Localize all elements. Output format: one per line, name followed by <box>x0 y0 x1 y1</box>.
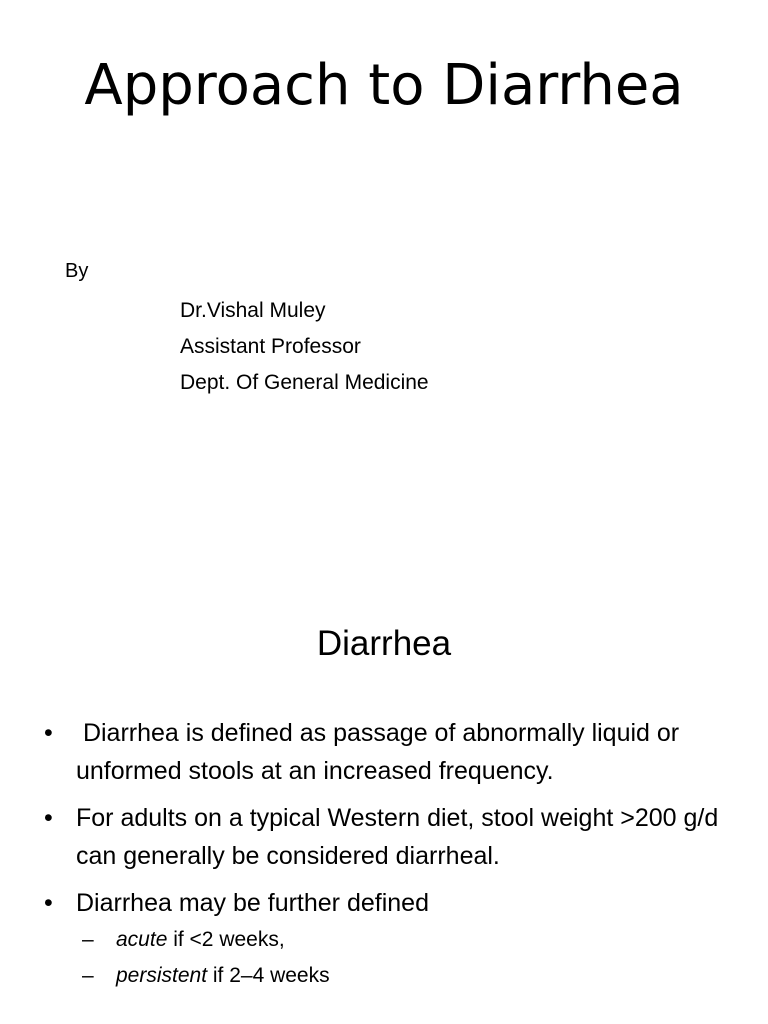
sub-term: persistent <box>116 964 208 987</box>
bullet-text: Diarrhea is defined as passage of abnormally liquid or unformed stools at an increased frequency. <box>76 719 687 785</box>
bullet-icon: • <box>44 889 53 917</box>
dash-icon: – <box>82 964 94 987</box>
author-position: Assistant Professor <box>180 335 361 358</box>
slide-heading: Diarrhea <box>316 624 452 663</box>
bullet-text: For adults on a typical Western diet, stool weight >200 g/d can generally be considered diarrheal. <box>76 804 719 870</box>
bullet-text: Diarrhea may be further defined <box>76 889 429 917</box>
sub-rest: if 2–4 weeks <box>207 964 330 987</box>
author-block <box>180 293 429 401</box>
author-department: Dept. Of General Medicine <box>180 371 429 394</box>
sub-term: acute <box>116 928 168 951</box>
content-slide <box>0 580 768 1024</box>
slide-title: Approach to Diarrhea <box>84 53 684 118</box>
sub-rest: if <2 weeks, <box>167 928 285 951</box>
bullet-item <box>44 714 744 790</box>
bullet-item <box>44 799 744 875</box>
bullet-icon: • <box>44 804 53 832</box>
dash-icon: – <box>82 928 94 951</box>
bullet-icon: • <box>44 719 53 747</box>
sub-item <box>74 958 744 994</box>
bullet-item <box>44 884 744 994</box>
sub-item <box>74 922 744 958</box>
author-name: Dr.Vishal Muley <box>180 299 326 322</box>
by-label: By <box>65 260 89 282</box>
bullet-list <box>44 714 744 1003</box>
sub-list <box>76 922 744 994</box>
